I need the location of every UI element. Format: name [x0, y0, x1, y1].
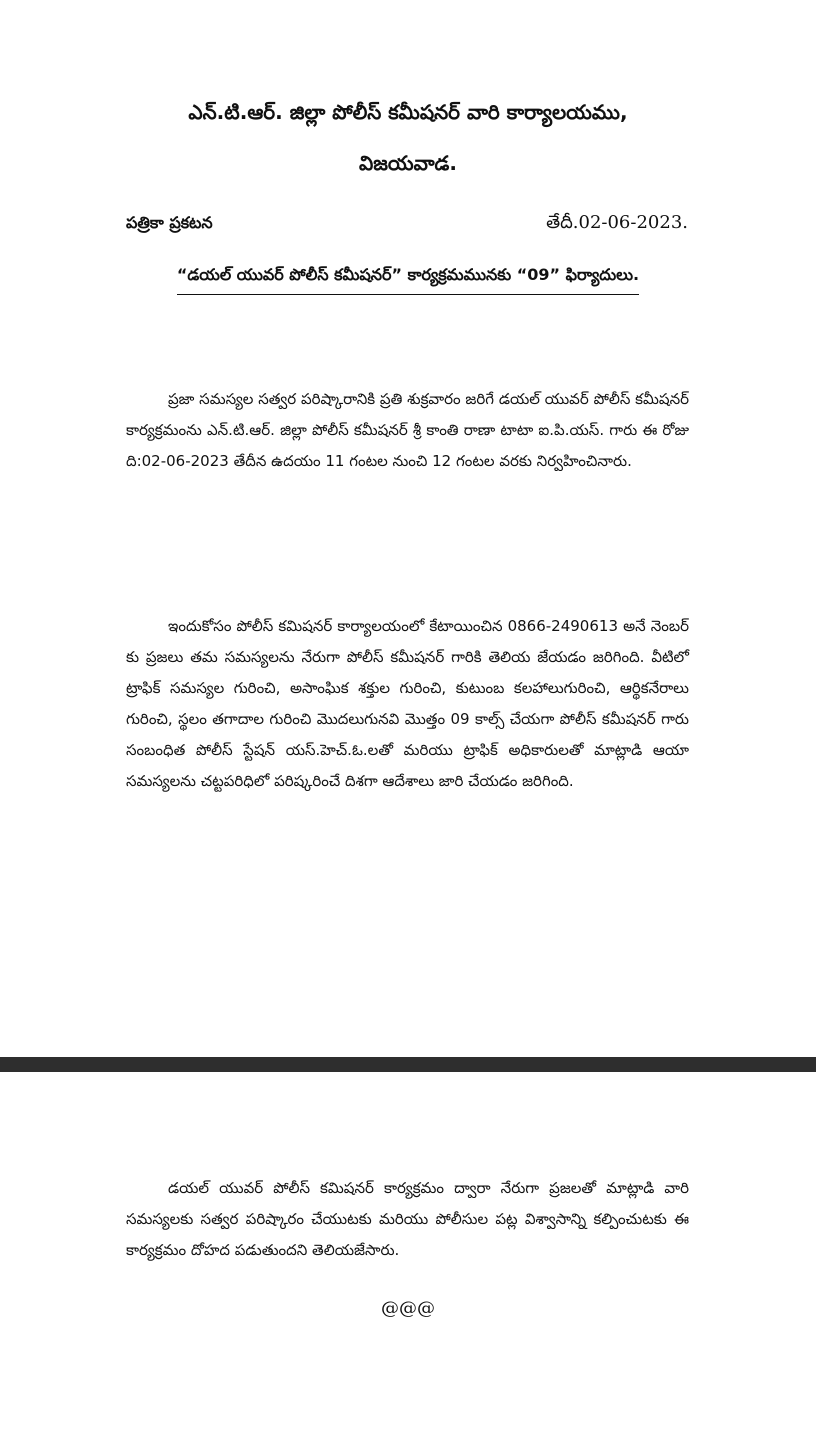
- subject-text: “డయల్ యువర్ పోలీస్ కమీషనర్” కార్యక్రమమునకు “09” ఫిర్యాదులు.: [177, 262, 639, 295]
- release-date: తేదీ.02-06-2023.: [546, 212, 688, 233]
- office-city: విజయవాడ.: [359, 151, 457, 175]
- body-paragraph-1: ప్రజా సమస్యల సత్వర పరిష్కారానికి ప్రతి శుక్రవారం జరిగే డయల్ యువర్ పోలీస్ కమీషనర్ కార్యక్రమంను ఎన్.టి.ఆర్. జిల్లా పోలీస్ కమీషనర్ శ్రీ కాంతి రాణా టాటా ఐ.పి.యస్. గారు ఈ రోజు ది:02-06-2023 తేదీన ఉదయం 11 గంటల నుంచి 12 గంటల వరకు నిర్వహించినారు.: [126, 390, 689, 470]
- body-paragraph-3: డయల్ యువర్ పోలీస్ కమిషనర్ కార్యక్రమం ద్వారా నేరుగా ప్రజలతో మాట్లాడి వారి సమస్యలకు సత్వర పరిష్కారం చేయుటకు మరియు పోలీసుల పట్ల విశ్వాసాన్ని కల్పించుటకు ఈ కార్యక్రమం దోహద పడుతుందని తెలియజేసారు.: [126, 1179, 689, 1259]
- subject-line: [0, 262, 816, 295]
- page-break-divider: [0, 1057, 816, 1072]
- office-title: ఎన్.టి.ఆర్. జిల్లా పోలీస్ కమీషనర్ వారి కార్యాలయము,: [188, 100, 628, 124]
- body-paragraph-2: ఇందుకోసం పోలీస్ కమిషనర్ కార్యాలయంలో కేటాయించిన 0866-2490613 అనే నెంబర్ కు ప్రజలు తమ సమస్యలను నేరుగా పోలీస్ కమీషనర్ గారికి తెలియ జేయడం జరిగింది. వీటిలో ట్రాఫిక్ సమస్యల గురించి, అసాంఘిక శక్తుల గురించి, కుటుంబ కలహాలుగురించి, ఆర్థికనేరాలు గురించి, స్థలం తగాదాల గురించి మొదలుగునవి మొత్తం 09 కాల్స్ చేయగా పోలీస్ కమీషనర్ గారు సంబంధిత పోలీస్ స్టేషన్ యస్.హెచ్.ఓ.లతో మరియు ట్రాఫిక్ అధికారులతో మాట్లాడి ఆయా సమస్యలను చట్టపరిధిలో పరిష్కరించే దిశగా ఆదేశాలు జారి చేయడం జరిగింది.: [126, 617, 689, 790]
- closing-mark: @@@: [381, 1298, 435, 1319]
- press-release-label: పత్రికా ప్రకటన: [126, 213, 213, 232]
